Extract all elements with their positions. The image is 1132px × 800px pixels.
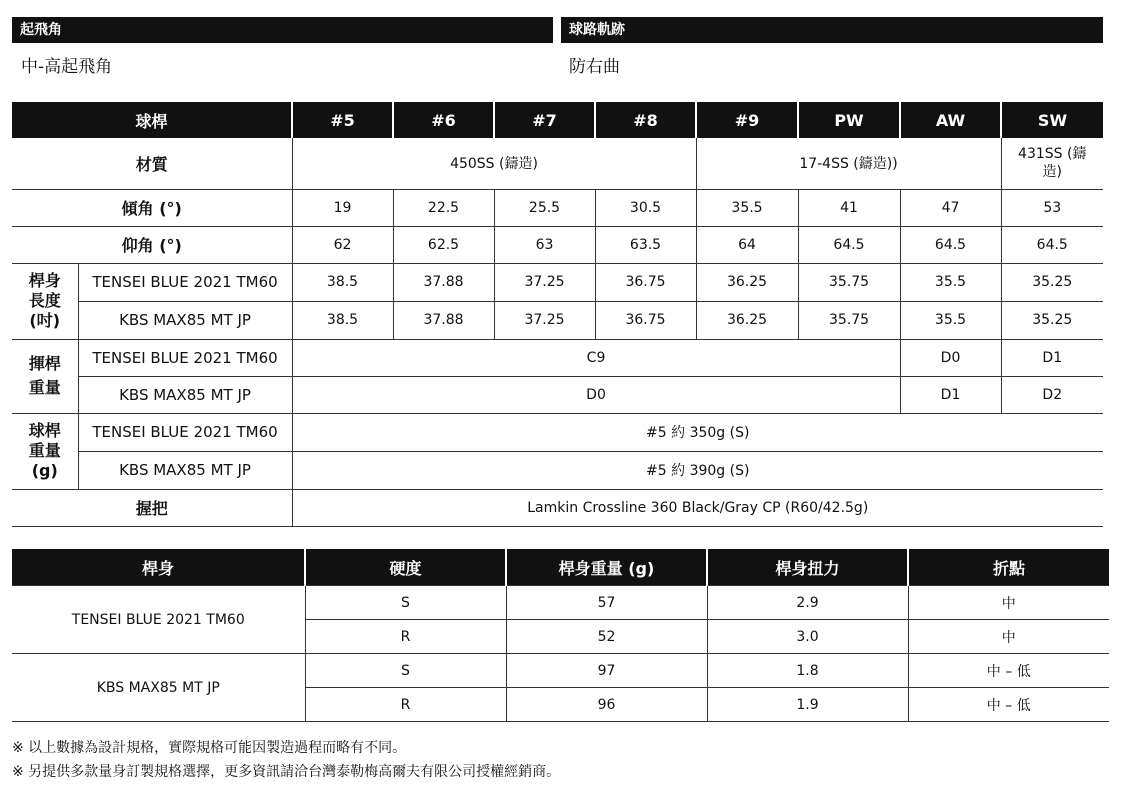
col-club: 球桿 bbox=[12, 102, 292, 138]
kick-value: 中 bbox=[908, 620, 1109, 654]
weight-value: 52 bbox=[506, 620, 707, 654]
lie-label: 仰角 (°) bbox=[12, 226, 292, 263]
loft-value: 47 bbox=[900, 189, 1001, 226]
length-value: 35.75 bbox=[798, 301, 900, 339]
trajectory-value: 防右曲 bbox=[569, 57, 620, 77]
launch-angle-header: 起飛角 bbox=[12, 17, 553, 43]
weight-value: 97 bbox=[506, 654, 707, 688]
weight-value: #5 約 390g (S) bbox=[292, 451, 1103, 489]
swing-value: D0 bbox=[900, 339, 1001, 376]
spec-table bbox=[12, 102, 1103, 527]
shaft-header-row bbox=[12, 549, 1109, 586]
shaft-name-2: KBS MAX85 MT JP bbox=[78, 301, 292, 339]
lie-row bbox=[12, 226, 1103, 263]
lie-value: 62.5 bbox=[393, 226, 494, 263]
col-aw: AW bbox=[900, 102, 1001, 138]
material-row bbox=[12, 138, 1103, 189]
shaft-table bbox=[12, 549, 1109, 722]
weight-row-2 bbox=[12, 451, 1103, 489]
col-flex: 硬度 bbox=[305, 549, 506, 586]
swing-label-text: 揮桿重量 bbox=[28, 354, 61, 397]
material-a: 450SS (鑄造) bbox=[292, 138, 696, 189]
col-pw: PW bbox=[798, 102, 900, 138]
col-torque: 桿身扭力 bbox=[707, 549, 908, 586]
col-9: #9 bbox=[696, 102, 798, 138]
shaft-name-2: KBS MAX85 MT JP bbox=[78, 451, 292, 489]
length-value: 37.88 bbox=[393, 263, 494, 301]
col-5: #5 bbox=[292, 102, 393, 138]
loft-value: 53 bbox=[1001, 189, 1103, 226]
flex-value: S bbox=[305, 654, 506, 688]
table-row bbox=[12, 586, 1109, 620]
col-sw: SW bbox=[1001, 102, 1103, 138]
loft-row bbox=[12, 189, 1103, 226]
loft-value: 25.5 bbox=[494, 189, 595, 226]
lie-value: 64.5 bbox=[798, 226, 900, 263]
length-row-2 bbox=[12, 301, 1103, 339]
length-value: 37.88 bbox=[393, 301, 494, 339]
swing-value: D2 bbox=[1001, 376, 1103, 413]
loft-value: 30.5 bbox=[595, 189, 696, 226]
shaft-name-1: TENSEI BLUE 2021 TM60 bbox=[78, 263, 292, 301]
length-value: 35.75 bbox=[798, 263, 900, 301]
spec-header-row bbox=[12, 102, 1103, 138]
lie-value: 62 bbox=[292, 226, 393, 263]
length-value: 35.25 bbox=[1001, 263, 1103, 301]
length-value: 38.5 bbox=[292, 301, 393, 339]
flex-value: R bbox=[305, 620, 506, 654]
length-value: 36.75 bbox=[595, 301, 696, 339]
swing-value: D0 bbox=[292, 376, 900, 413]
col-shaft-weight: 桿身重量 (g) bbox=[506, 549, 707, 586]
kick-value: 中 – 低 bbox=[908, 688, 1109, 722]
length-value: 36.25 bbox=[696, 263, 798, 301]
grip-row bbox=[12, 489, 1103, 526]
swing-label bbox=[12, 339, 78, 413]
length-value: 37.25 bbox=[494, 301, 595, 339]
length-label-text: 桿身長度(吋) bbox=[28, 271, 61, 330]
col-6: #6 bbox=[393, 102, 494, 138]
shaft-name-2: KBS MAX85 MT JP bbox=[78, 376, 292, 413]
weight-label-text: 球桿重量(g) bbox=[28, 421, 61, 480]
shaft-name-1: TENSEI BLUE 2021 TM60 bbox=[78, 339, 292, 376]
weight-label bbox=[12, 413, 78, 489]
swing-row-2 bbox=[12, 376, 1103, 413]
torque-value: 1.8 bbox=[707, 654, 908, 688]
length-value: 35.5 bbox=[900, 301, 1001, 339]
grip-value: Lamkin Crossline 360 Black/Gray CP (R60/42.5g) bbox=[292, 489, 1103, 526]
length-value: 36.25 bbox=[696, 301, 798, 339]
weight-value: 57 bbox=[506, 586, 707, 620]
col-kick-point: 折點 bbox=[908, 549, 1109, 586]
swing-value: D1 bbox=[1001, 339, 1103, 376]
kick-value: 中 – 低 bbox=[908, 654, 1109, 688]
launch-angle-value: 中-高起飛角 bbox=[21, 57, 113, 77]
lie-value: 63 bbox=[494, 226, 595, 263]
loft-label: 傾角 (°) bbox=[12, 189, 292, 226]
lie-value: 63.5 bbox=[595, 226, 696, 263]
length-value: 35.25 bbox=[1001, 301, 1103, 339]
length-label bbox=[12, 263, 78, 339]
swing-value: C9 bbox=[292, 339, 900, 376]
length-value: 36.75 bbox=[595, 263, 696, 301]
table-row bbox=[12, 654, 1109, 688]
length-row-1 bbox=[12, 263, 1103, 301]
length-value: 37.25 bbox=[494, 263, 595, 301]
swing-row-1 bbox=[12, 339, 1103, 376]
note-1: ※ 以上數據為設計規格，實際規格可能因製造過程而略有不同。 bbox=[12, 740, 407, 756]
col-7: #7 bbox=[494, 102, 595, 138]
weight-value: 96 bbox=[506, 688, 707, 722]
weight-row-1 bbox=[12, 413, 1103, 451]
shaft-name-1: TENSEI BLUE 2021 TM60 bbox=[78, 413, 292, 451]
weight-value: #5 約 350g (S) bbox=[292, 413, 1103, 451]
length-value: 38.5 bbox=[292, 263, 393, 301]
lie-value: 64.5 bbox=[1001, 226, 1103, 263]
loft-value: 19 bbox=[292, 189, 393, 226]
lie-value: 64.5 bbox=[900, 226, 1001, 263]
length-value: 35.5 bbox=[900, 263, 1001, 301]
kick-value: 中 bbox=[908, 586, 1109, 620]
flex-value: R bbox=[305, 688, 506, 722]
shaft-name: KBS MAX85 MT JP bbox=[12, 654, 305, 722]
note-2: ※ 另提供多款量身訂製規格選擇，更多資訊請洽台灣泰勒梅高爾夫有限公司授權經銷商。 bbox=[12, 764, 561, 780]
torque-value: 2.9 bbox=[707, 586, 908, 620]
material-b: 17-4SS (鑄造)) bbox=[696, 138, 1001, 189]
material-c: 431SS (鑄造) bbox=[1001, 138, 1103, 189]
lie-value: 64 bbox=[696, 226, 798, 263]
loft-value: 41 bbox=[798, 189, 900, 226]
flex-value: S bbox=[305, 586, 506, 620]
col-8: #8 bbox=[595, 102, 696, 138]
torque-value: 1.9 bbox=[707, 688, 908, 722]
grip-label: 握把 bbox=[12, 489, 292, 526]
material-label: 材質 bbox=[12, 138, 292, 189]
torque-value: 3.0 bbox=[707, 620, 908, 654]
trajectory-header: 球路軌跡 bbox=[561, 17, 1103, 43]
swing-value: D1 bbox=[900, 376, 1001, 413]
loft-value: 35.5 bbox=[696, 189, 798, 226]
shaft-name: TENSEI BLUE 2021 TM60 bbox=[12, 586, 305, 654]
col-shaft: 桿身 bbox=[12, 549, 305, 586]
loft-value: 22.5 bbox=[393, 189, 494, 226]
